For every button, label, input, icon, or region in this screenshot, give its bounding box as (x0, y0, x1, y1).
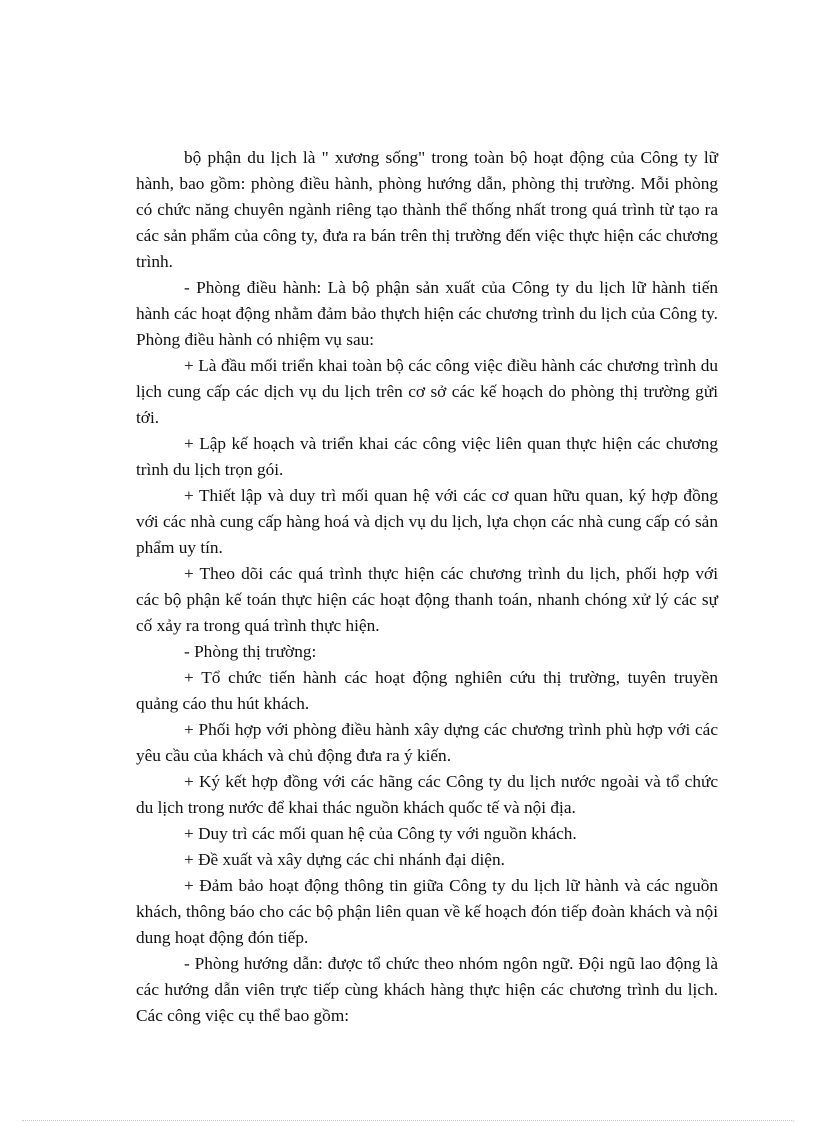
paragraph-2: - Phòng điều hành: Là bộ phận sản xuất của Công ty du lịch lữ hành tiến hành các hoạt động nhằm đảm bảo thựch hiện các chương trình du lịch của Công ty. Phòng điều hành có nhiệm vụ sau: (136, 278, 718, 349)
page-bottom-rule (22, 1120, 794, 1121)
paragraph-11: + Duy trì các mối quan hệ của Công ty với nguồn khách. (184, 824, 577, 843)
paragraph-10: + Ký kết hợp đồng với các hãng các Công ty du lịch nước ngoài và tổ chức du lịch trong nước để khai thác nguồn khách quốc tế và nội địa. (136, 772, 718, 817)
paragraph-14: - Phòng hướng dẫn: được tổ chức theo nhóm ngôn ngữ. Đội ngũ lao động là các hướng dẫn viên trực tiếp cùng khách hàng thực hiện các chương trình du lịch. Các công việc cụ thể bao gồm: (136, 954, 718, 1025)
document-page (136, 145, 718, 1029)
paragraph-6: + Theo dõi các quá trình thực hiện các chương trình du lịch, phối hợp với các bộ phận kế toán thực hiện các hoạt động thanh toán, nhanh chóng xử lý các sự cố xảy ra trong quá trình thực hiện. (136, 564, 718, 635)
paragraph-12: + Đề xuất và xây dựng các chi nhánh đại diện. (184, 850, 505, 869)
paragraph-5: + Thiết lập và duy trì mối quan hệ với các cơ quan hữu quan, ký hợp đồng với các nhà cung cấp hàng hoá và dịch vụ du lịch, lựa chọn các nhà cung cấp có sản phẩm uy tín. (136, 486, 718, 557)
paragraph-3: + Là đầu mối triển khai toàn bộ các công việc điều hành các chương trình du lịch cung cấp các dịch vụ du lịch trên cơ sở các kế hoạch do phòng thị trường gửi tới. (136, 356, 718, 427)
paragraph-8: + Tổ chức tiến hành các hoạt động nghiên cứu thị trường, tuyên truyền quảng cáo thu hút khách. (136, 668, 718, 713)
paragraph-7: - Phòng thị trường: (184, 642, 317, 661)
paragraph-9: + Phối hợp với phòng điều hành xây dựng các chương trình phù hợp với các yêu cầu của khách và chủ động đưa ra ý kiến. (136, 720, 718, 765)
paragraph-4: + Lập kế hoạch và triển khai các công việc liên quan thực hiện các chương trình du lịch trọn gói. (136, 434, 718, 479)
paragraph-13: + Đảm bảo hoạt động thông tin giữa Công ty du lịch lữ hành và các nguồn khách, thông báo cho các bộ phận liên quan về kế hoạch đón tiếp đoàn khách và nội dung hoạt động đón tiếp. (136, 876, 718, 947)
paragraph-1: bộ phận du lịch là " xương sống" trong toàn bộ hoạt động của Công ty lữ hành, bao gồm: phòng điều hành, phòng hướng dẫn, phòng thị trường. Mỗi phòng có chức năng chuyên ngành riêng tạo thành thể thống nhất trong quá trình từ tạo ra các sản phẩm của công ty, đưa ra bán trên thị trường đến việc thực hiện các chương trình. (136, 148, 718, 271)
